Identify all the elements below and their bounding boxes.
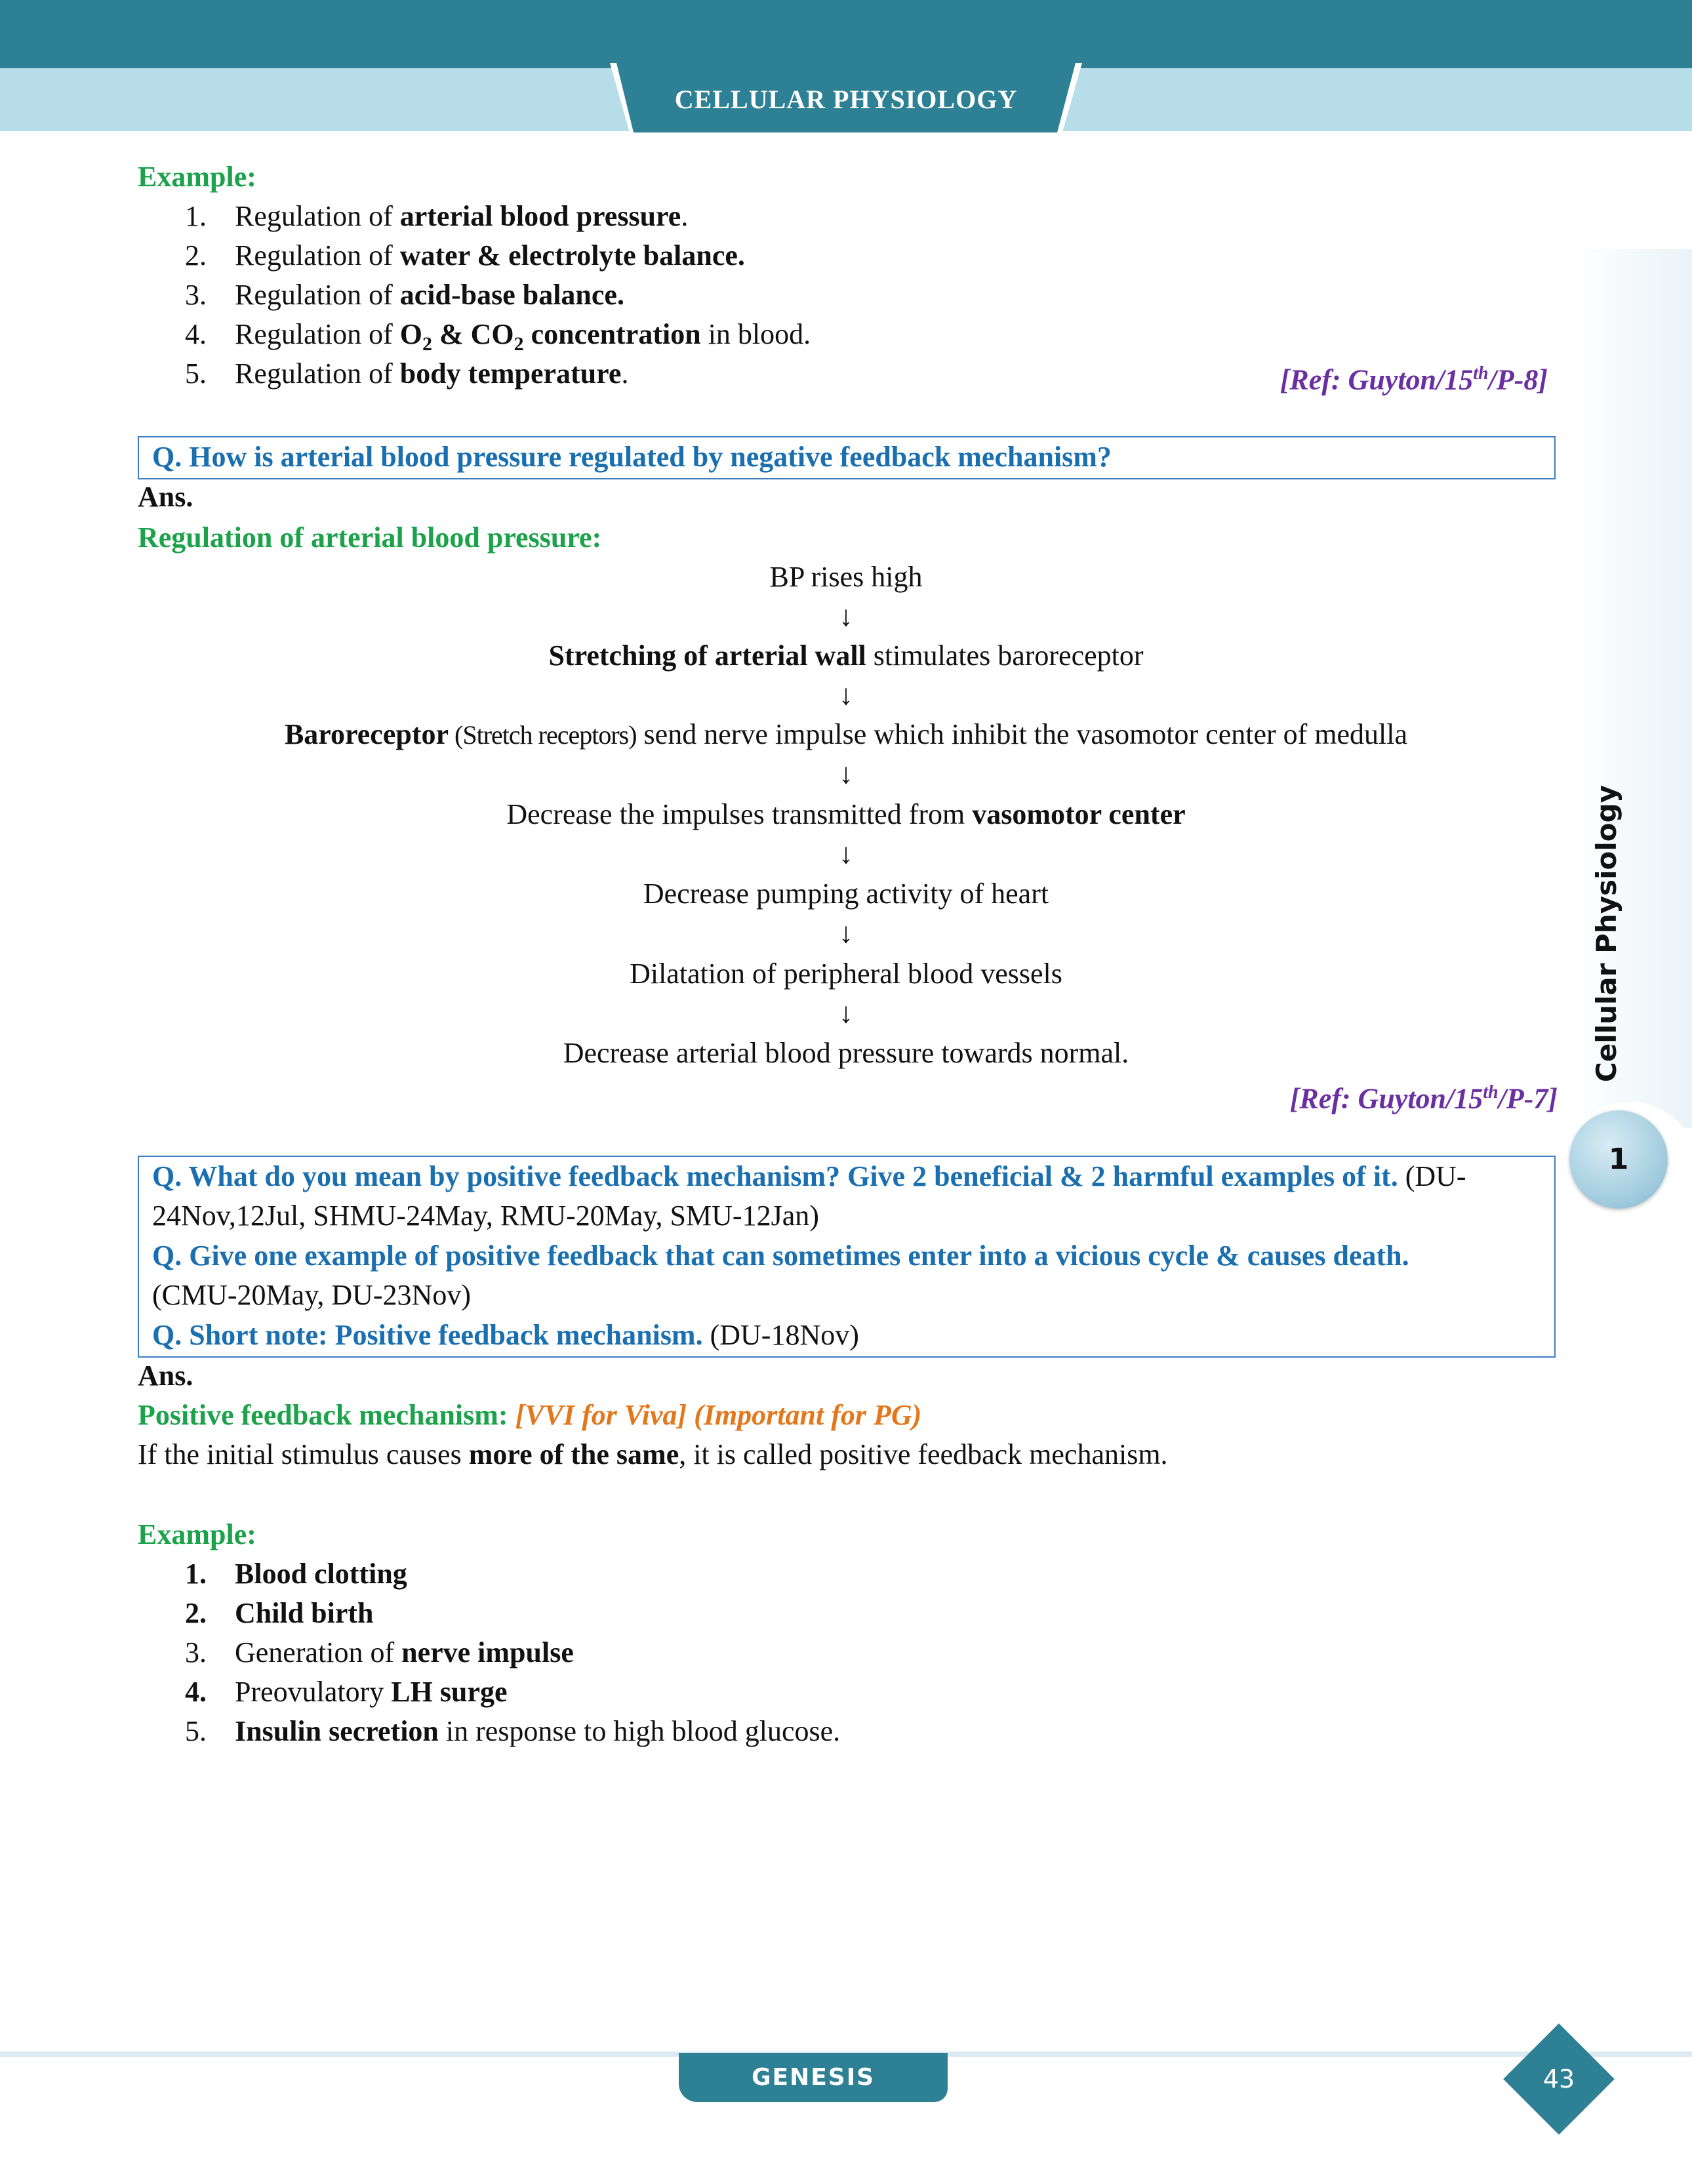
question-text: Q. Short note: Positive feedback mechanism. (DU-18Nov) <box>152 1319 859 1351</box>
chapter-badge: 1 <box>1569 1110 1668 1209</box>
answer-label: Ans. <box>138 481 193 513</box>
flow-arrow: ↓ <box>839 600 853 632</box>
flow-arrow: ↓ <box>839 838 853 870</box>
list-item: 3. Generation of nerve impulse <box>185 1636 574 1668</box>
list-item: 4. Regulation of $O_2$ & $CO_2$ concentration in blood. <box>185 318 811 355</box>
flow-step: Baroreceptor (Stretch receptors) send nerve impulse which inhibit the vasomotor center of medulla <box>284 718 1408 750</box>
list-item: 2. Child birth <box>185 1597 374 1629</box>
flow-step: Stretching of arterial wall stimulates baroreceptor <box>548 639 1144 672</box>
footer-brand: GENESIS <box>751 2064 876 2091</box>
reference-citation: [Ref: Guyton/15th/P-7] <box>1289 1082 1558 1115</box>
definition-text: If the initial stimulus causes more of the same, it is called positive feedback mechanism. <box>138 1438 1168 1470</box>
question-text: Q. How is arterial blood pressure regulated by negative feedback mechanism? <box>152 441 1112 473</box>
question-text: Q. What do you mean by positive feedback mechanism? Give 2 beneficial & 2 harmful examples of it. (DU- <box>152 1160 1466 1192</box>
page-number: 43 <box>1542 2065 1575 2093</box>
flow-step: Decrease the impulses transmitted from vasomotor center <box>506 798 1186 830</box>
answer-heading: Positive feedback mechanism: [VVI for Viva] (Important for PG) <box>138 1399 922 1431</box>
question-text: Q. Give one example of positive feedback that can sometimes enter into a vicious cycle & causes death. <box>152 1240 1409 1272</box>
list-item: 4. Preovulatory LH surge <box>185 1676 508 1708</box>
answer-heading: Regulation of arterial blood pressure: <box>138 521 602 554</box>
reference-citation: [Ref: Guyton/15th/P-8] <box>1279 363 1548 396</box>
list-item: 1. Regulation of arterial blood pressure. <box>185 200 689 232</box>
flow-step: Dilatation of peripheral blood vessels <box>630 958 1062 990</box>
flow-arrow: ↓ <box>839 679 853 711</box>
list-item: 5. Regulation of body temperature. <box>185 357 629 390</box>
header-title: CELLULAR PHYSIOLOGY <box>674 85 1018 114</box>
list-item: 1. Blood clotting <box>185 1558 407 1590</box>
list-item: 5. Insulin secretion in response to high blood glucose. <box>185 1715 841 1747</box>
question-source: 24Nov,12Jul, SHMU-24May, RMU-20May, SMU-12Jan) <box>152 1200 819 1232</box>
section1-heading: Example: <box>138 161 256 193</box>
list-item: 3. Regulation of acid-base balance. <box>185 279 624 311</box>
question-source: (CMU-20May, DU-23Nov) <box>152 1279 471 1311</box>
answer-label: Ans. <box>138 1360 193 1392</box>
side-tab-label: Cellular Physiology <box>1590 784 1622 1082</box>
flow-arrow: ↓ <box>839 917 853 949</box>
flow-arrow: ↓ <box>839 758 853 790</box>
flow-step: BP rises high <box>769 561 923 593</box>
section2-heading: Example: <box>138 1518 256 1550</box>
flow-step: Decrease arterial blood pressure towards normal. <box>563 1037 1129 1069</box>
list-item: 2. Regulation of water & electrolyte balance. <box>185 239 745 272</box>
flow-step: Decrease pumping activity of heart <box>643 878 1049 910</box>
header-top-band <box>0 0 1692 68</box>
flow-arrow: ↓ <box>839 997 853 1029</box>
